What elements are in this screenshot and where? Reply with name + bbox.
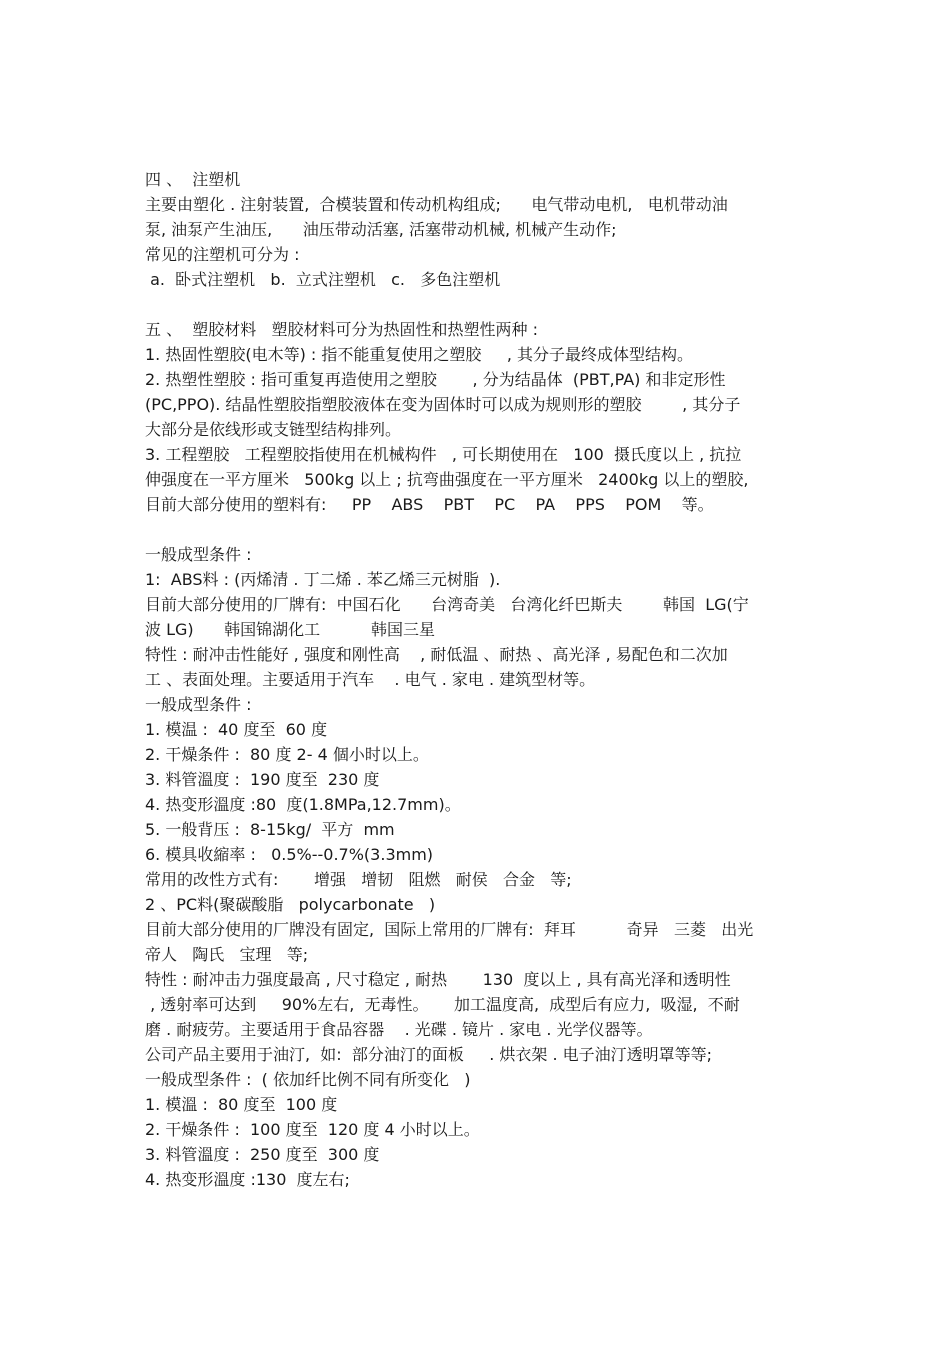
text-line: 3. 料管溫度 : 250 度至 300 度 <box>145 1145 380 1164</box>
text-line: 3. 料管溫度 : 190 度至 230 度 <box>145 770 380 789</box>
text-line: 特性 : 耐冲击力强度最高 , 尺寸稳定 , 耐热 130 度以上 , 具有高光泽和透明性 <box>145 970 731 989</box>
text-line: (PC,PPO). 结晶性塑胶指塑胶液体在变为固体时可以成为规则形的塑胶 , 其分子 <box>145 395 741 414</box>
section-heading: 四 、 注塑机 <box>145 170 241 189</box>
text-line: 主要由塑化 . 注射装置, 合模装置和传动机构组成; 电气带动电机, 电机带动油 <box>145 195 728 214</box>
text-line: , 透射率可达到 90%左右, 无毒性。 加工温度高, 成型后有应力, 吸湿, 不耐 <box>145 995 740 1014</box>
text-line: 目前大部分使用的厂牌没有固定, 国际上常用的厂牌有: 拜耳 奇异 三菱 出光 <box>145 920 754 939</box>
text-line: 波 LG) 韩国锦湖化工 韩国三星 <box>145 620 436 639</box>
text-line: 一般成型条件 : ( 依加纤比例不同有所变化 ) <box>145 1070 471 1089</box>
text-line: 大部分是依线形或支链型结构排列。 <box>145 420 402 439</box>
text-line: 磨 . 耐疲劳。主要适用于食品容器 . 光碟 . 镜片 . 家电 . 光学仪器等。 <box>145 1020 653 1039</box>
text-line: 4. 热变形溫度 :80 度(1.8MPa,12.7mm)。 <box>145 795 461 814</box>
section-heading: 五 、 塑胶材料 塑胶材料可分为热固性和热塑性两种 : <box>145 320 538 339</box>
text-line: a. 卧式注塑机 b. 立式注塑机 c. 多色注塑机 <box>145 270 501 289</box>
text-line: 帝人 陶氏 宝理 等; <box>145 945 309 964</box>
text-line: 常见的注塑机可分为 : <box>145 245 300 264</box>
text-line: 4. 热变形溫度 :130 度左右; <box>145 1170 350 1189</box>
text-line: 工 、表面处理。主要适用于汽车 . 电气 . 家电 . 建筑型材等。 <box>145 670 596 689</box>
text-line: 5. 一般背压 : 8-15kg/ 平方 mm <box>145 820 395 839</box>
text-line: 2 、PC料(聚碳酸脂 polycarbonate ) <box>145 895 436 914</box>
text-line: 1. 模温 : 40 度至 60 度 <box>145 720 328 739</box>
text-line: 2. 热塑性塑胶 : 指可重复再造使用之塑胶 , 分为结晶体 (PBT,PA) 和非定形性 <box>145 370 726 389</box>
text-line: 3. 工程塑胶 工程塑胶指使用在机械构件 , 可长期使用在 100 摄氏度以上 , 抗拉 <box>145 445 742 464</box>
text-line: 特性 : 耐冲击性能好 , 强度和刚性高 , 耐低温 、耐热 、高光泽 , 易配色和二次加 <box>145 645 728 664</box>
text-line: 泵, 油泵产生油压, 油压带动活塞, 活塞带动机械, 机械产生动作; <box>145 220 617 239</box>
text-line: 目前大部分使用的塑料有: PP ABS PBT PC PA PPS POM 等。 <box>145 495 714 514</box>
text-line: 伸强度在一平方厘米 500kg 以上 ; 抗弯曲强度在一平方厘米 2400kg 以上的塑胶, <box>145 470 749 489</box>
text-line: 2. 干燥条件 : 80 度 2- 4 個小时以上。 <box>145 745 429 764</box>
text-line: 1. 热固性塑胶(电木等) : 指不能重复使用之塑胶 , 其分子最终成体型结构。 <box>145 345 694 364</box>
text-line: 公司产品主要用于油汀, 如: 部分油汀的面板 . 烘衣架 . 电子油汀透明罩等等; <box>145 1045 713 1064</box>
text-line: 6. 模具收縮率 : 0.5%--0.7%(3.3mm) <box>145 845 434 864</box>
text-line: 1: ABS料 : (丙烯清 . 丁二烯 . 苯乙烯三元树脂 ). <box>145 570 501 589</box>
section-heading: 一般成型条件 : <box>145 545 252 564</box>
text-line: 1. 模溫 : 80 度至 100 度 <box>145 1095 338 1114</box>
text-line: 2. 干燥条件 : 100 度至 120 度 4 小时以上。 <box>145 1120 480 1139</box>
text-line: 常用的改性方式有: 增强 增韧 阻燃 耐侯 合金 等; <box>145 870 572 889</box>
text-line: 一般成型条件 : <box>145 695 252 714</box>
text-line: 目前大部分使用的厂牌有: 中国石化 台湾奇美 台湾化纤巴斯夫 韩国 LG(宁 <box>145 595 749 614</box>
